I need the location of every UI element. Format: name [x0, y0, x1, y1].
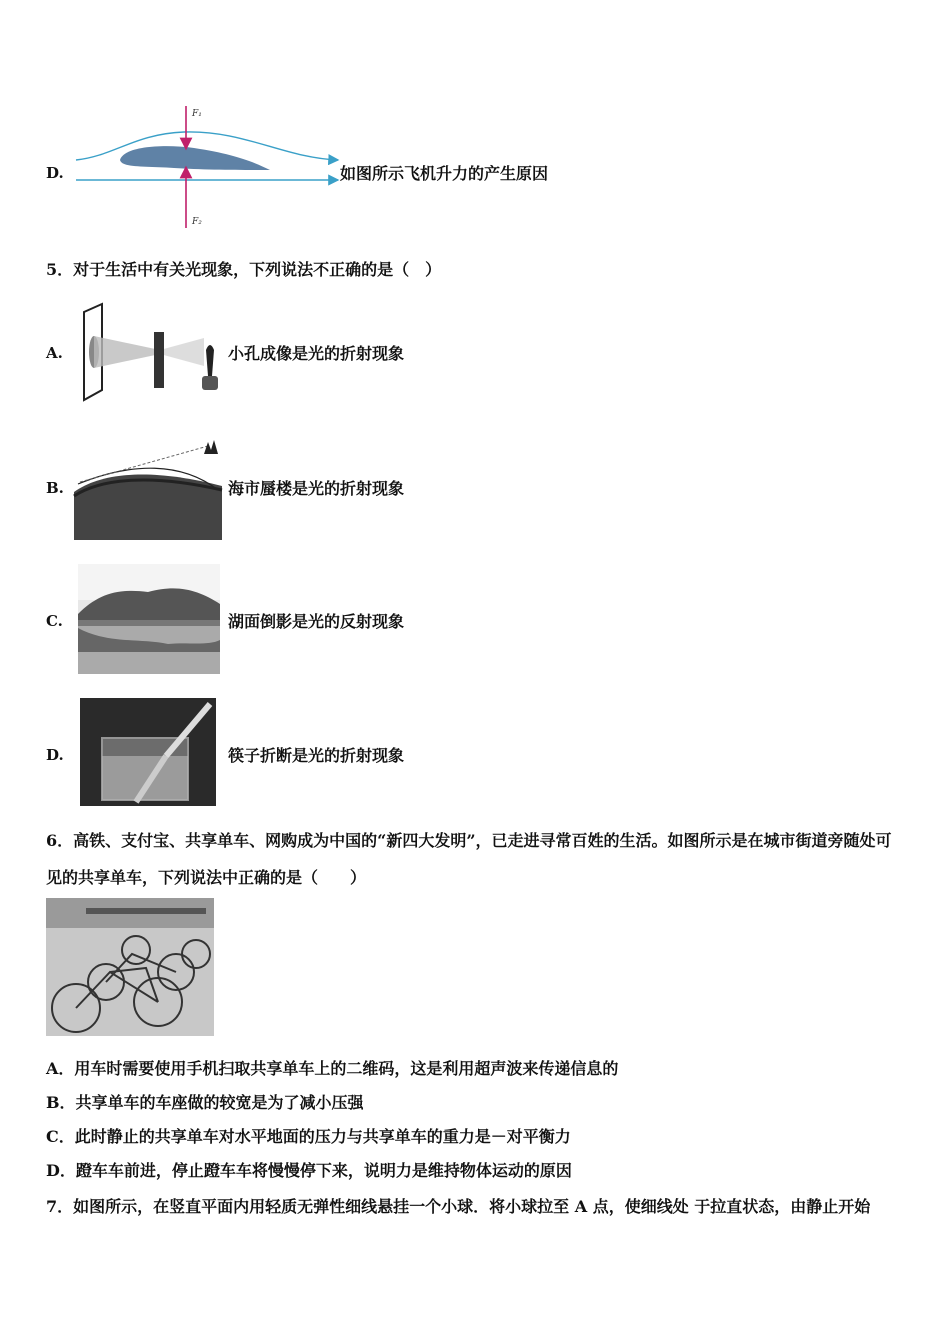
q6-stem-line2: 见的共享单车，下列说法中正确的是（ ）	[46, 868, 367, 887]
q5-option-c-letter: C.	[46, 612, 63, 630]
q4-option-d-text: 如图所示飞机升力的产生原因	[340, 164, 549, 183]
q6-option-a: A．用车时需要使用手机扫取共享单车上的二维码，这是利用超声波来传递信息的	[46, 1059, 619, 1078]
f1-label: F₁	[192, 109, 202, 119]
f2-label: F₂	[192, 217, 202, 227]
q4-option-d-letter: D.	[46, 164, 64, 182]
q6-option-d: D．蹬车车前进，停止蹬车车将慢慢停下来，说明力是维持物体运动的原因	[46, 1161, 572, 1180]
shared-bikes-photo	[46, 898, 214, 1036]
q6-option-c: C．此时静止的共享单车对水平地面的压力与共享单车的重力是－对平衡力	[46, 1127, 571, 1146]
q5-option-c-text: 湖面倒影是光的反射现象	[228, 612, 405, 631]
q5-option-a-text: 小孔成像是光的折射现象	[228, 344, 405, 363]
q5-option-b-letter: B.	[46, 479, 64, 497]
q5-option-d-letter: D.	[46, 746, 64, 764]
q7-stem-line1: 7．如图所示，在竖直平面内用轻质无弹性细线悬挂一个小球．将小球拉至 A 点，使细线处 于拉直状态，由静止开始	[46, 1197, 871, 1216]
chopstick-in-water-figure	[80, 698, 216, 806]
q6-stem-line1: 6．高铁、支付宝、共享单车、网购成为中国的“新四大发明”，已走进寻常百姓的生活。如图所示是在城市街道旁随处可	[46, 831, 892, 850]
pinhole-camera-figure	[74, 302, 224, 404]
q5-stem: 5．对于生活中有关光现象，下列说法不正确的是（ ）	[46, 260, 442, 279]
mirage-figure	[72, 432, 226, 540]
q6-option-b: B．共享单车的车座做的较宽是为了减小压强	[46, 1093, 364, 1112]
airfoil-figure	[74, 104, 346, 230]
q5-option-a-letter: A.	[46, 344, 63, 362]
q5-option-b-text: 海市蜃楼是光的折射现象	[228, 479, 405, 498]
q5-option-d-text: 筷子折断是光的折射现象	[228, 746, 405, 765]
lake-reflection-figure	[78, 564, 220, 674]
